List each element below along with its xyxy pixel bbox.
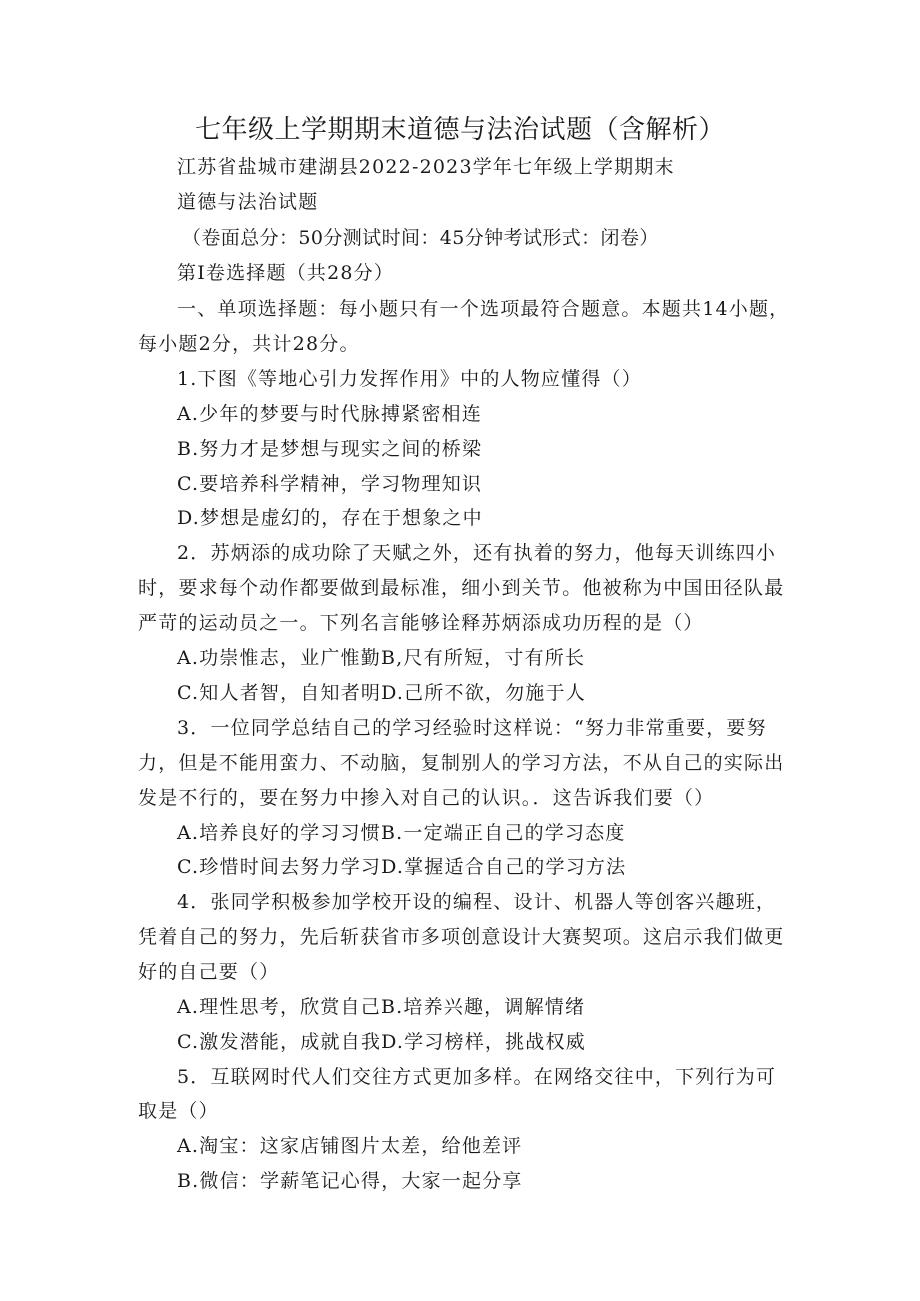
question-stem: 发是不行的，要在努力中掺入对自己的认识。．这告诉我们要（） bbox=[138, 787, 715, 809]
question-option: A.少年的梦要与时代脉搏紧密相连 bbox=[177, 403, 482, 425]
source-line: 江苏省盐城市建湖县2022-2023学年七年级上学期期末 bbox=[177, 156, 675, 178]
subject-line: 道德与法治试题 bbox=[177, 191, 319, 213]
question-option: C.要培养科学精神，学习物理知识 bbox=[177, 473, 483, 495]
question-stem: 严苛的运动员之一。下列名言能够诠释苏炳添成功历程的是（） bbox=[138, 612, 704, 634]
question-option: A.淘宝：这家店铺图片太差，给他差评 bbox=[177, 1135, 523, 1157]
question-stem: 时，要求每个动作都要做到最标准，细小到关节。他被称为中国田径队最 bbox=[138, 577, 785, 599]
question-option: B.努力才是梦想与现实之间的桥梁 bbox=[177, 438, 483, 460]
question-option: A.培养良好的学习习惯B.一定端正自己的学习态度 bbox=[177, 822, 626, 844]
question-option: C.知人者智，自知者明D.己所不欲，勿施于人 bbox=[177, 682, 586, 704]
question-stem: 2．苏炳添的成功除了天赋之外，还有执着的努力，他每天训练四小 bbox=[177, 542, 777, 564]
question-stem: 好的自己要（） bbox=[138, 961, 280, 983]
question-option: C.激发潜能，成就自我D.学习榜样，挑战权威 bbox=[177, 1031, 586, 1053]
document-title: 七年级上学期期末道德与法治试题（含解析） bbox=[194, 115, 725, 145]
question-option: A.功崇惟志，业广惟勤B,尺有所短，寸有所长 bbox=[177, 647, 586, 669]
question-stem: 1.下图《等地心引力发挥作用》中的人物应懂得（） bbox=[177, 368, 642, 390]
part-heading: 第Ⅰ卷选择题（共28分） bbox=[177, 262, 395, 284]
question-stem: 4．张同学积极参加学校开设的编程、设计、机器人等创客兴趣班， bbox=[177, 891, 777, 913]
question-option: B.微信：学薪笔记心得，大家一起分享 bbox=[177, 1170, 523, 1192]
question-stem: 取是（） bbox=[138, 1100, 219, 1122]
exam-info-line: （卷面总分：50分测试时间：45分钟考试形式：闭卷） bbox=[182, 227, 659, 249]
question-option: A.理性思考，欣赏自己B.培养兴趣，调解情绪 bbox=[177, 996, 586, 1018]
question-stem: 3．一位同学总结自己的学习经验时这样说：“努力非常重要，要努 bbox=[177, 717, 767, 739]
section-instruction-line: 每小题2分，共计28分。 bbox=[138, 333, 360, 355]
question-stem: 5．互联网时代人们交往方式更加多样。在网络交往中，下列行为可 bbox=[177, 1066, 777, 1088]
question-stem: 凭着自己的努力，先后斩获省市多项创意设计大赛契项。这启示我们做更 bbox=[138, 926, 785, 948]
question-stem: 力，但是不能用蛮力、不动脑，复制别人的学习方法，不从自己的实际出 bbox=[138, 752, 785, 774]
section-instruction-line: 一、单项选择题：每小题只有一个选项最符合题意。本题共14小题， bbox=[177, 298, 790, 320]
question-option: D.梦想是虚幻的，存在于想象之中 bbox=[177, 507, 483, 529]
question-option: C.珍惜时间去努力学习D.掌握适合自己的学习方法 bbox=[177, 856, 627, 878]
